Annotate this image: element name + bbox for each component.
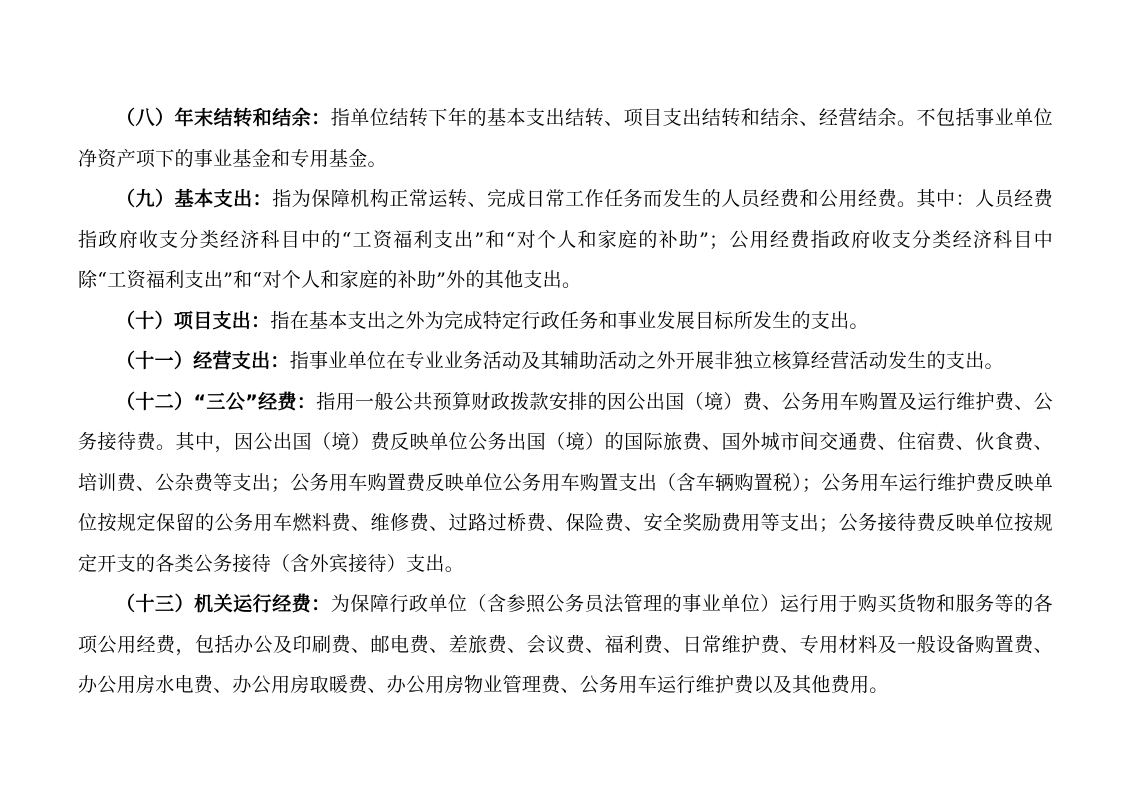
paragraph-operating-expenditure: [78, 341, 1053, 382]
document-page: [78, 98, 1053, 706]
term-definition: 为保障行政单位（含参照公务员法管理的事业单位）运行用于购买货物和服务等的各项公用经费，包括办公及印刷费、邮电费、差旅费、会议费、福利费、日常维护费、专用材料及一般设备购置费、办公用房水电费、办公用房取暖费、办公用房物业管理费、公务用车运行维护费以及其他费用。: [78, 593, 1053, 696]
term-heading: （十）项目支出：: [116, 309, 271, 332]
term-heading: （八）年末结转和结余：: [116, 107, 331, 129]
term-heading: （十一）经营支出：: [116, 350, 290, 372]
term-definition: 指事业单位在专业业务活动及其辅助活动之外开展非独立核算经营活动发生的支出。: [289, 350, 1004, 372]
term-definition: 指在基本支出之外为完成特定行政任务和事业发展目标所发生的支出。: [270, 309, 869, 332]
term-definition: 指为保障机构正常运转、完成日常工作任务而发生的人员经费和公用经费。其中：人员经费指政府收支分类经济科目中的“工资福利支出”和“对个人和家庭的补助”；公用经费指政府收支分类经济科目中除“工资福利支出”和“对个人和家庭的补助”外的其他支出。: [78, 188, 1053, 291]
term-definition: 指单位结转下年的基本支出结转、项目支出结转和结余、经营结余。不包括事业单位净资产项下的事业基金和专用基金。: [78, 107, 1053, 170]
paragraph-agency-operating-expenses: [78, 584, 1053, 706]
paragraph-project-expenditure: [78, 301, 1053, 342]
term-heading: （十二）“三公”经费：: [116, 390, 317, 413]
term-heading: （十三）机关运行经费：: [116, 593, 331, 615]
paragraph-year-end-carryover: [78, 98, 1053, 179]
paragraph-basic-expenditure: [78, 179, 1053, 301]
term-heading: （九）基本支出：: [116, 188, 273, 210]
paragraph-three-public-expenses: [78, 382, 1053, 585]
term-definition: 指用一般公共预算财政拨款安排的因公出国（境）费、公务用车购置及运行维护费、公务接待费。其中，因公出国（境）费反映单位公务出国（境）的国际旅费、国外城市间交通费、住宿费、伙食费、培训费、公杂费等支出；公务用车购置费反映单位公务用车购置支出（含车辆购置税）；公务用车运行维护费反映单位按规定保留的公务用车燃料费、维修费、过路过桥费、保险费、安全奖励费用等支出；公务接待费反映单位按规定开支的各类公务接待（含外宾接待）支出。: [78, 390, 1053, 575]
